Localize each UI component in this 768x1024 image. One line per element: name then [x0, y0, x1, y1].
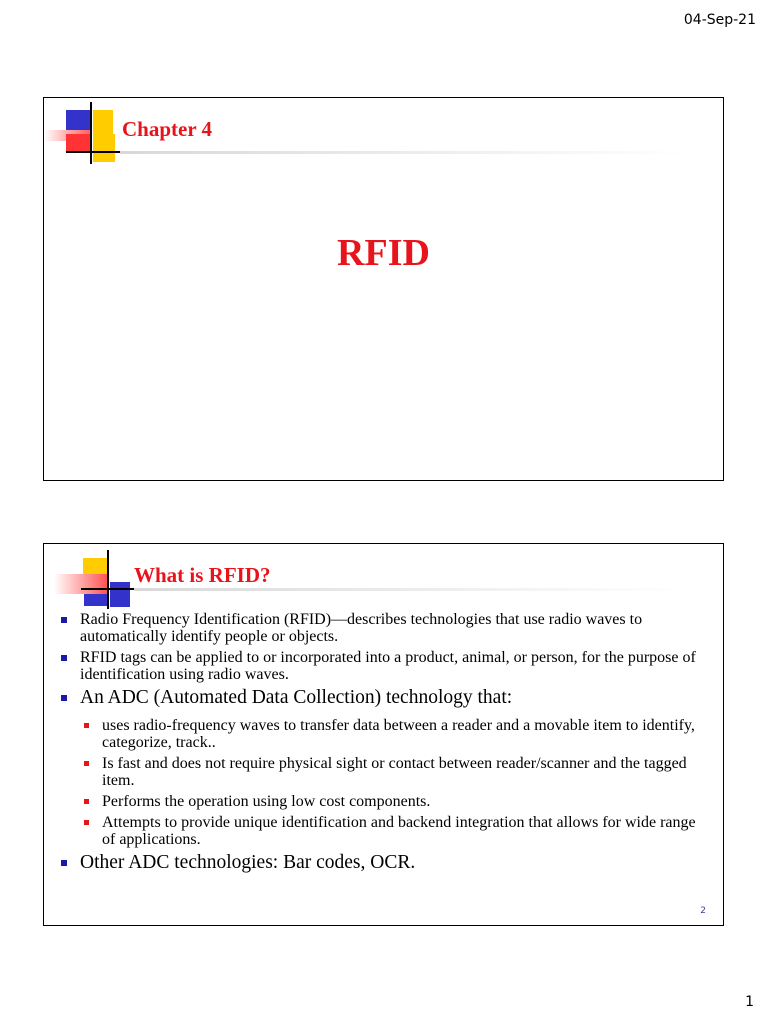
- bullet-icon: [61, 655, 67, 661]
- sub-bullet-icon: [84, 820, 89, 825]
- bullet-list: [60, 611, 709, 882]
- slide-number: 2: [700, 906, 706, 916]
- list-item: RFID tags can be applied to or incorporated into a product, animal, or person, for the purpose of identification using radio waves.: [60, 649, 709, 683]
- slide-title: What is RFID?: [134, 563, 271, 587]
- list-item: Other ADC technologies: Bar codes, OCR.: [60, 852, 709, 874]
- bullet-icon: [61, 860, 67, 866]
- sub-bullet-icon: [84, 723, 89, 728]
- sub-list-item: Attempts to provide unique identification and backend integration that allows for wide range of applications.: [83, 814, 709, 848]
- sub-list-item: Performs the operation using low cost components.: [83, 793, 709, 810]
- slide-2: [43, 543, 724, 926]
- bullet-icon: [61, 617, 67, 623]
- sub-list-item: Is fast and does not require physical sight or contact between reader/scanner and the tagged item.: [83, 755, 709, 789]
- page-date: 04-Sep-21: [683, 12, 756, 28]
- chapter-title: Chapter 4: [122, 117, 213, 141]
- list-item: An ADC (Automated Data Collection) technology that:: [60, 687, 709, 709]
- sub-bullet-icon: [84, 761, 89, 766]
- slide-main-title: RFID: [337, 232, 430, 274]
- bullet-icon: [61, 695, 67, 701]
- page-number: 1: [745, 994, 754, 1010]
- sub-bullet-icon: [84, 799, 89, 804]
- slide-1: [43, 97, 724, 481]
- sub-list-item: uses radio-frequency waves to transfer data between a reader and a movable item to identify, categorize, track..: [83, 717, 709, 751]
- list-item: Radio Frequency Identification (RFID)—describes technologies that use radio waves to automatically identify people or objects.: [60, 611, 709, 645]
